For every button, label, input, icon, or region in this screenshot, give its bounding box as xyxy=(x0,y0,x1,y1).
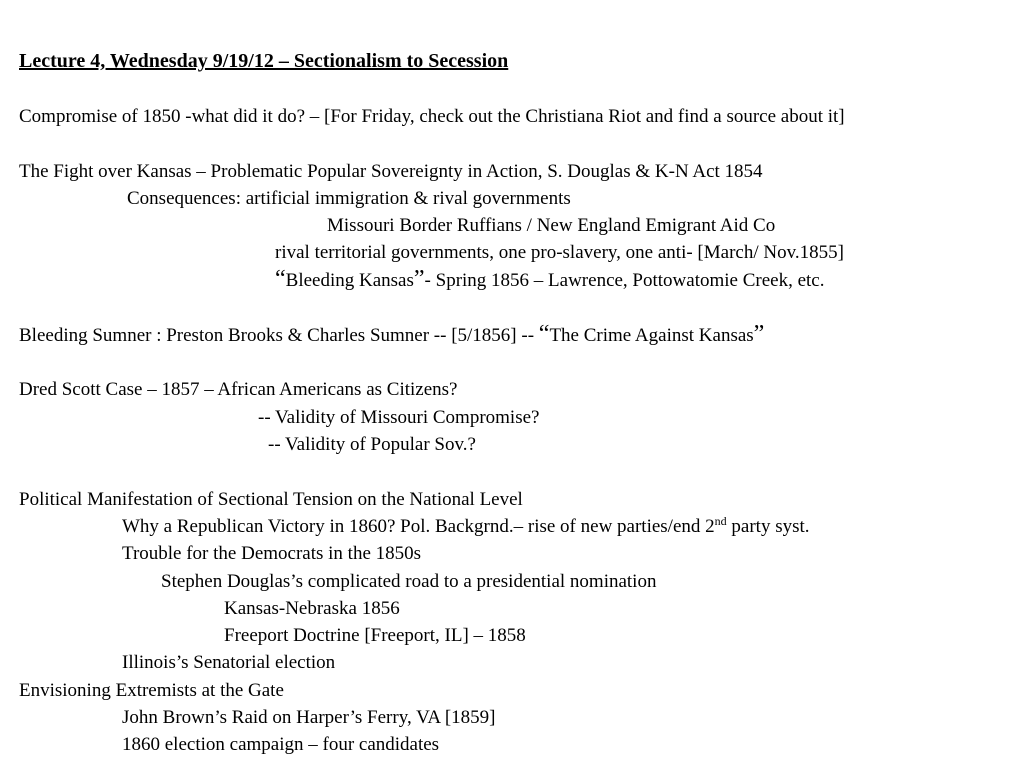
bleeding-kansas-line xyxy=(275,266,825,292)
kansas-consequences: Consequences: artificial immigration & rival governments xyxy=(127,188,571,209)
close-quote: ” xyxy=(753,321,765,347)
compromise-line: Compromise of 1850 -what did it do? – [For Friday, check out the Christiana Riot and find a source about it] xyxy=(19,106,845,127)
political-heading: Political Manifestation of Sectional Tension on the National Level xyxy=(19,489,523,510)
freeport-doctrine-line: Freeport Doctrine [Freeport, IL] – 1858 xyxy=(224,625,526,646)
close-quote: ” xyxy=(413,266,425,292)
party-system-text: party syst. xyxy=(726,516,810,537)
douglas-nomination-line: Stephen Douglas’s complicated road to a presidential nomination xyxy=(161,571,657,592)
john-brown-line: John Brown’s Raid on Harper’s Ferry, VA [1859] xyxy=(122,707,496,728)
election-campaign-line: 1860 election campaign – four candidates xyxy=(122,734,440,755)
ordinal-suffix: nd xyxy=(714,514,727,528)
sumner-text: Bleeding Sumner : Preston Brooks & Charles Sumner -- [5/1856] -- xyxy=(19,325,539,346)
sumner-line xyxy=(19,321,765,347)
open-quote: “ xyxy=(275,266,286,292)
extremists-heading: Envisioning Extremists at the Gate xyxy=(19,680,284,701)
bleeding-kansas-detail: - Spring 1856 – Lawrence, Pottowatomie Creek, etc. xyxy=(424,270,825,291)
dred-scott-question-2: -- Validity of Popular Sov.? xyxy=(268,434,476,455)
page-title: Lecture 4, Wednesday 9/19/12 – Sectionalism to Secession xyxy=(19,50,509,72)
democrats-trouble-line: Trouble for the Democrats in the 1850s xyxy=(122,543,422,564)
dred-scott-heading: Dred Scott Case – 1857 – African Americans as Citizens? xyxy=(19,379,458,400)
sumner-speech: The Crime Against Kansas xyxy=(549,325,754,346)
dred-scott-question-1: -- Validity of Missouri Compromise? xyxy=(258,407,540,428)
bleeding-kansas-term: Bleeding Kansas xyxy=(285,270,414,291)
republican-victory-text: Why a Republican Victory in 1860? Pol. Backgrnd.– rise of new parties/end 2 xyxy=(122,516,715,537)
kansas-nebraska-line: Kansas-Nebraska 1856 xyxy=(224,598,400,619)
kansas-rival-governments: rival territorial governments, one pro-slavery, one anti- [March/ Nov.1855] xyxy=(275,242,844,263)
illinois-election-line: Illinois’s Senatorial election xyxy=(122,652,336,673)
kansas-heading: The Fight over Kansas – Problematic Popular Sovereignty in Action, S. Douglas & K-N Act 1854 xyxy=(19,161,763,182)
republican-victory-line xyxy=(122,516,810,538)
kansas-ruffians: Missouri Border Ruffians / New England Emigrant Aid Co xyxy=(327,215,776,236)
open-quote: “ xyxy=(538,321,550,347)
